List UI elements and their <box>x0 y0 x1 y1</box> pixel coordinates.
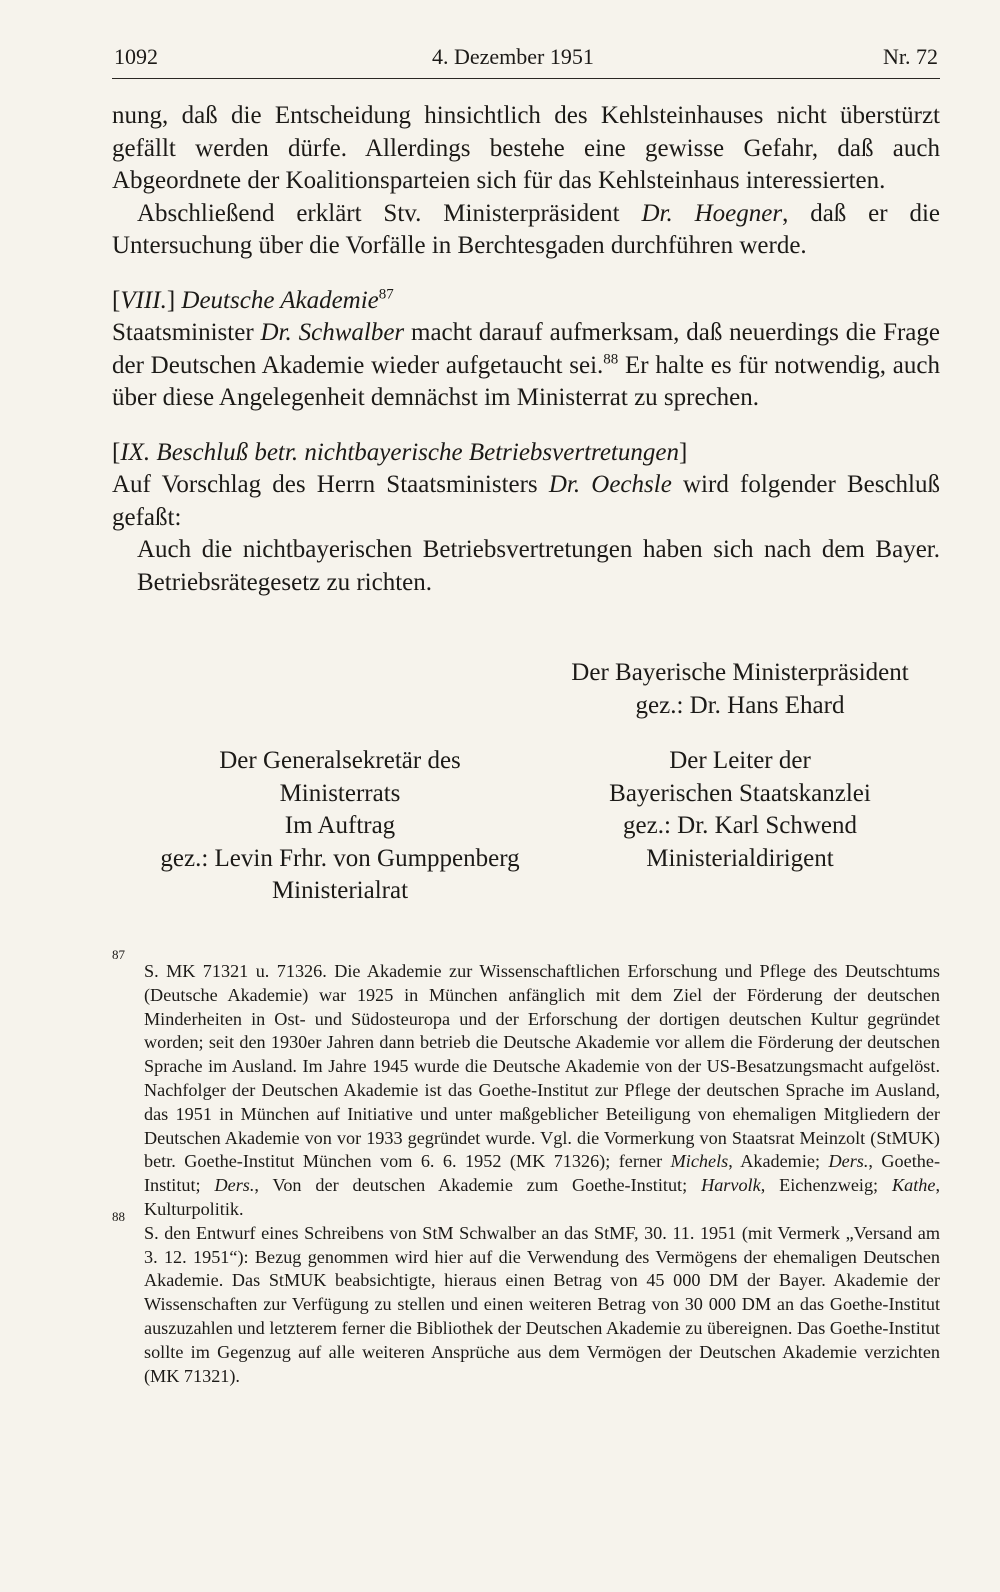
signature-line: Der Bayerische Ministerpräsident <box>571 659 909 686</box>
text-run: , Akademie; <box>728 1151 829 1172</box>
paragraph <box>112 317 940 415</box>
text-run: , Von der deutschen Akademie zum Goethe-Institut; <box>254 1175 702 1196</box>
signature-state-chancellery <box>520 745 960 875</box>
main-text <box>112 100 940 599</box>
footnote-88: 88 S. den Entwurf eines Schreibens von StM Schwalber an das StMF, 30. 11. 1951 (mit Vermerk „Versand am 3. 12. 1951“): Bezug genommen wird hier auf die Verwendung des Vermögens der ehemaligen Deutschen Akademie. Das StMUK beabsichtigte, hieraus einen Betrag von 45 000 DM der Bayer. Akademie der Wissenschaften zur Verfügung zu stellen und einen weiteren Betrag von 30 000 DM an das Goethe-Institut auszuzahlen und letzterem ferner die Bibliothek der Deutschen Akademie zu übereignen. Das Goethe-Institut sollte im Gegenzug auf alle weiteren Ansprüche aus dem Vermögen der Deutschen Akademie verzichten (MK 71321). <box>112 1208 940 1386</box>
bracket: [ <box>112 286 121 314</box>
signature-general-secretary <box>120 745 560 908</box>
running-header <box>112 40 940 79</box>
text-run: , Goethe-Institut; <box>144 1151 940 1196</box>
signature-line: Der Generalsekretär des <box>219 747 461 774</box>
section-heading-viii <box>112 285 940 318</box>
text-run: macht darauf aufmerksam, daß neuerdings die Frage der Deutschen Akademie wieder aufgetaucht sei. <box>112 319 941 379</box>
person-name: Dr. Hoegner <box>641 199 783 227</box>
signature-line: Ministerrats <box>279 779 401 807</box>
section-heading-ix <box>112 437 940 470</box>
person-name: Dr. Schwalber <box>260 319 405 346</box>
paragraph <box>112 198 940 263</box>
text-run: Auf Vorschlag des Herrn Staatsministers <box>112 471 549 498</box>
author-ref: Harvolk <box>701 1175 761 1196</box>
signature-line: gez.: Dr. Hans Ehard <box>635 691 845 719</box>
section-title: IX. Beschluß betr. nichtbayerische Betriebsvertretungen <box>120 438 679 466</box>
bracket: ] <box>166 286 176 314</box>
text-run: wird folgender Beschluß gefaßt: <box>112 471 940 531</box>
signature-minister-president <box>540 657 940 722</box>
text-run: S. MK 71321 u. 71326. Die Akademie zur Wissenschaftlichen Erforschung und Pflege des Deutschtums (Deutsche Akademie) war 1925 in München anfänglich mit dem Ziel der Förderung der deutschen Minderheiten in Ost- und Südosteuropa und der Erforschung der dortigen deutschen Kultur gegründet worden; seit den 1930er Jahren dann betrieb die Deutsche Akademie vor allem die Förderung der deutschen Sprache im Ausland. Im Jahre 1945 wurde die Deutsche Akademie von der US-Besatzungsmacht aufgelöst. Nachfolger der Deutschen Akademie ist das Goethe-Institut zur Pflege der deutschen Sprache im Ausland, das 1951 in München auf Initiative und unter maßgeblicher Beteiligung von ehemaligen Mitgliedern der Deutschen Akademie von vor 1933 gegründet wurde. Vgl. die Vormerkung von Staatsrat Meinzolt (StMUK) betr. Goethe-Institut München vom 6. 6. 1952 (MK 71326); ferner <box>144 961 940 1172</box>
signature-line: Bayerischen Staatskanzlei <box>609 779 871 807</box>
section-number: VIII. <box>120 286 167 314</box>
resolution-text: Auch die nichtbayerischen Betriebsvertretungen haben sich nach dem Bayer. Betriebsrätegesetz zu richten. <box>137 536 940 596</box>
signature-line: Der Leiter der <box>669 747 811 774</box>
footnote-ref: 88 <box>603 351 619 368</box>
text-run: Er halte es für notwendig, auch über diese Angelegenheit demnächst im Ministerrat zu sprechen. <box>112 351 940 411</box>
bracket: ] <box>678 438 688 466</box>
signature-line: Im Auftrag <box>284 812 396 839</box>
signature-line: gez.: Levin Frhr. von Gumppenberg <box>160 844 520 872</box>
text-run: , daß er die Untersuchung über die Vorfälle in Berchtesgaden durchführen werde. <box>112 199 940 259</box>
section-title: Deutsche Akademie <box>175 286 379 314</box>
footnote-ref: 87 <box>378 286 394 303</box>
signature-line: gez.: Dr. Karl Schwend <box>623 812 857 839</box>
text-run: , Kulturpolitik. <box>144 1175 941 1219</box>
text-run: Abschließend erklärt Stv. Ministerpräsident <box>137 199 642 227</box>
person-name: Dr. Oechsle <box>548 471 672 498</box>
author-ref: Michels <box>670 1151 729 1172</box>
text-run: Staatsminister <box>112 319 261 346</box>
author-ref: Ders. <box>214 1175 255 1196</box>
author-ref: Kathe <box>892 1175 936 1196</box>
header-date: 4. Dezember 1951 <box>432 44 594 69</box>
text-run: , Eichenzweig; <box>760 1175 893 1196</box>
footnote-87: 87 S. MK 71321 u. 71326. Die Akademie zur Wissenschaftlichen Erforschung und Pflege des Deutschtums (Deutsche Akademie) war 1925 in München anfänglich mit dem Ziel der Förderung der deutschen Minderheiten in Ost- und Südosteuropa und der Erforschung der dortigen deutschen Kultur gegründet worden; seit den 1930er Jahren dann betrieb die Deutsche Akademie vor allem die Förderung der deutschen Sprache im Ausland. Im Jahre 1945 wurde die Deutsche Akademie von der US-Besatzungsmacht aufgelöst. Nachfolger der Deutschen Akademie ist das Goethe-Institut zur Pflege der deutschen Sprache im Ausland, das 1951 in München auf Initiative und unter maßgeblicher Beteiligung von ehemaligen Mitgliedern der Deutschen Akademie von vor 1933 gegründet wurde. Vgl. die Vormerkung von Staatsrat Meinzolt (StMUK) betr. Goethe-Institut München vom 6. 6. 1952 (MK 71326); ferner Michels, Akademie; Ders., Goethe-Institut; Ders., Von der deutschen Akademie zum Goethe-Institut; Harvolk, Eichenzweig; Kathe, Kulturpolitik. <box>112 947 941 1219</box>
signature-line: Ministerialdirigent <box>646 844 834 872</box>
bracket: [ <box>112 438 121 466</box>
document-number: Nr. 72 <box>883 44 938 69</box>
page-number: 1092 <box>114 44 158 69</box>
author-ref: Ders. <box>828 1151 869 1172</box>
paragraph: nung, daß die Entscheidung hinsichtlich des Kehlsteinhauses nicht überstürzt gefällt werden dürfe. Allerdings bestehe eine gewisse Gefahr, daß auch Abgeordnete der Koalitionsparteien sich für das Kehlsteinhaus interessierten. <box>112 102 940 194</box>
text-run: S. den Entwurf eines Schreibens von StM Schwalber an das StMF, 30. 11. 1951 (mit Vermerk „Versand am 3. 12. 1951“): Bezug genommen wird hier auf die Verwendung des Vermögens der ehemaligen Deutschen Akademie. Das StMUK beabsichtigte, hieraus einen Betrag von 45 000 DM der Bayer. Akademie der Wissenschaften zur Verfügung zu stellen und einen weiteren Betrag von 30 000 DM an das Goethe-Institut auszuzahlen und letzterem ferner die Bibliothek der Deutschen Akademie zu übereignen. Das Goethe-Institut sollte im Gegenzug auf alle weiteren Ansprüche aus dem Vermögen der Deutschen Akademie verzichten (MK 71321). <box>144 1222 940 1386</box>
footnotes <box>112 947 941 1388</box>
paragraph <box>112 469 940 534</box>
signature-line: Ministerialrat <box>271 877 409 904</box>
